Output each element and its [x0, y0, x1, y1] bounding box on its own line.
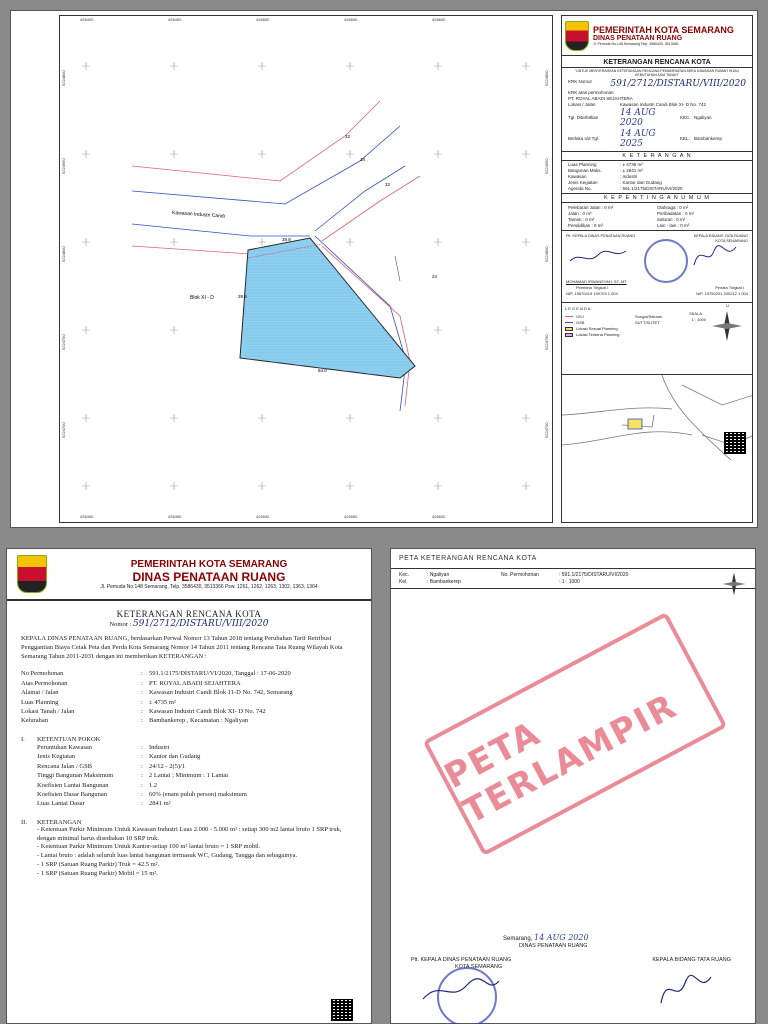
- field-row: Alamat / Jalan : Kawasan Industri Candi Blok 11-D No. 742, Semarang: [21, 689, 293, 697]
- panel-header: [562, 16, 752, 56]
- kepentingan-list: [562, 203, 752, 230]
- tgl-stamp: 14 AUG 2020: [620, 107, 656, 128]
- nomor-value: 591/2712/DISTARU/VIII/2020: [132, 619, 269, 629]
- legend-item: Lokasi Terkena Planning: [565, 332, 635, 337]
- sig-right-rank: Penata Tingkat I: [715, 285, 744, 290]
- dimension-label: 39.6: [238, 294, 247, 299]
- peta-nop-value: : 591.1/2175/DISTARU/VI/2020: [559, 572, 629, 578]
- dimension-label: 32: [385, 182, 391, 187]
- grid-cross: [258, 150, 266, 158]
- qr-code-icon: [724, 432, 746, 454]
- dimension-label: 94.0: [318, 368, 327, 373]
- lokasi-label: Lokasi / Jalan: [568, 101, 596, 107]
- north-arrow-icon: [710, 309, 744, 343]
- peta-sig-left: Plt. KEPALA DINAS PENATAAN RUANG: [411, 957, 512, 963]
- field-row: Koefisien Lantai Bangunan : 1.2: [37, 781, 158, 789]
- legend-swatch: [565, 316, 573, 317]
- coord-right: 9224800: [544, 70, 549, 86]
- legend-swatch: [565, 322, 573, 323]
- grid-cross: [170, 238, 178, 246]
- keterangan-item: - Lantai bruto : adalah seluruh luas lantai bangunan termasuk WC, Gudang, Tangga dan sebagainya.: [37, 852, 298, 860]
- grid-cross: [522, 150, 530, 158]
- grid-cross: [346, 150, 354, 158]
- coord-left: 9224800: [61, 246, 66, 262]
- atas-label: KRK atas permohonan: [568, 89, 614, 95]
- field-row: Lokasi Tanah / Jalan : Kawasan Industri Candi Blok XI- D No. 742: [21, 707, 266, 715]
- grid-cross: [346, 238, 354, 246]
- field-row: Luas Planning : ± 4735 m²: [21, 698, 176, 706]
- coord-left: 9224950: [61, 158, 66, 174]
- sec1-fields: [37, 743, 357, 809]
- keterangan-row: Jenis Kegiatan : Kantor dan Gudang: [568, 179, 662, 185]
- kepentingan-item: Lain - lain : 0 m²: [657, 223, 690, 228]
- city-date-label: Semarang,: [503, 936, 533, 942]
- grid-cross: [522, 414, 530, 422]
- coord-top: 426550: [344, 17, 358, 22]
- grid-cross: [434, 414, 442, 422]
- letter-fields: [21, 669, 357, 726]
- berlaku-stamp: 14 AUG 2025: [620, 128, 656, 149]
- kepentingan-item: Saluran : 0 m²: [657, 217, 686, 222]
- field-row: Atas Permohonan : PT. ROYAL ABADI SEJAHTERA: [21, 679, 241, 687]
- coord-bottom: 426500: [256, 514, 270, 519]
- coord-top: 426500: [256, 17, 270, 22]
- peta-meta: [391, 569, 755, 589]
- kepentingan-item: Pelebaran Jalan : 0 m²: [568, 205, 614, 210]
- grid-cross: [170, 62, 178, 70]
- grid-cross: [522, 238, 530, 246]
- grid-cross: [434, 482, 442, 490]
- legend-item: GSJ: [565, 314, 635, 319]
- sig-left-nip: NIP. 19670419 199703 1 003: [566, 291, 618, 296]
- kepentingan-heading: K E P E N T I N G A N U M U M: [562, 193, 752, 203]
- grid-cross: [434, 326, 442, 334]
- panel-title: KETERANGAN RENCANA KOTA: [562, 56, 752, 68]
- peta-kec-value: : Ngaliyan: [427, 572, 450, 578]
- legend-title: L E G E N D A :: [565, 306, 593, 311]
- coord-left: 9224700: [61, 422, 66, 438]
- sec2-num: II.: [21, 818, 27, 826]
- grid-cross: [346, 414, 354, 422]
- coord-right: 9224700: [544, 422, 549, 438]
- scale-label: SKALA: [689, 311, 702, 316]
- panel-dept: DINAS PENATAAN RUANG: [593, 35, 683, 42]
- sig-left-title: Plt. KEPALA DINAS PENATAAN RUANG: [566, 234, 636, 238]
- keterangan-list: [562, 161, 752, 191]
- sig-right-city: KOTA SEMARANG: [715, 239, 748, 243]
- kepentingan-item: Pendidikan : 0 m²: [568, 223, 604, 228]
- block-label: Blok XI - D: [190, 295, 214, 301]
- berlaku-label: Berlaku s/d Tgl.: [568, 136, 600, 141]
- kel-label: KEL.: [680, 136, 690, 141]
- official-seal-icon: [644, 239, 688, 283]
- letter-sheet: [6, 548, 372, 1024]
- north-label: U: [726, 303, 729, 308]
- letter-title: KETERANGAN RENCANA KOTA: [116, 609, 262, 619]
- keterangan-row: Luas Planning : ± 4735 m²: [568, 161, 643, 167]
- coord-bottom: 426450: [168, 514, 182, 519]
- letter-gov: PEMERINTAH KOTA SEMARANG: [130, 558, 288, 570]
- dimension-label: 32: [345, 134, 351, 139]
- info-panel: [561, 15, 753, 523]
- kepentingan-item: Taman : 0 m²: [568, 217, 595, 222]
- peta-scale: : 1 : 1000: [559, 579, 580, 585]
- letter-header: [7, 549, 371, 601]
- grid-cross: [82, 326, 90, 334]
- lokasi-value: Kawasan Industri Candi Blok XI- D No. 742: [620, 101, 707, 107]
- kepentingan-item: Peribadatan : 0 m²: [657, 211, 695, 216]
- letter-qr-icon: [331, 999, 353, 1021]
- grid-cross: [258, 414, 266, 422]
- peta-signatures: [391, 933, 755, 1023]
- kel-value: Bambankerep: [694, 136, 723, 141]
- grid-cross: [170, 326, 178, 334]
- peta-kel-value: : Bambankerep: [427, 579, 461, 585]
- krk-label: KRK Nomor: [568, 78, 593, 84]
- signature-block: [562, 230, 752, 302]
- site-map-frame: [59, 15, 553, 523]
- coord-top: 426450: [168, 17, 182, 22]
- company-name: PT. ROYAL ABADI SEJAHTERA: [568, 95, 633, 101]
- peta-sig-left-city: KOTA SEMARANG: [455, 964, 503, 970]
- map-sheet: [10, 10, 758, 528]
- grid-cross: [170, 414, 178, 422]
- signature-right-icon: [690, 241, 740, 269]
- coord-right: 9224800: [544, 246, 549, 262]
- sec1-title: KETENTUAN POKOK: [37, 735, 101, 743]
- grid-cross: [170, 150, 178, 158]
- city-date-stamp: 14 AUG 2020: [534, 933, 589, 942]
- grid-cross: [82, 62, 90, 70]
- legend-block: [562, 302, 752, 374]
- grid-cross: [522, 62, 530, 70]
- keterangan-item: - 1 SRP (Satuan Ruang Parkir) Truk = 42.5 m².: [37, 860, 160, 868]
- legend-swatch: [565, 327, 573, 331]
- grid-cross: [434, 62, 442, 70]
- sec2-title: KETERANGAN: [37, 818, 82, 826]
- peta-nop-label: No. Permohonan: [501, 572, 539, 578]
- field-row: Koefisien Dasar Bangunan : 60% (enam puluh person) maksimum: [37, 790, 247, 798]
- signature-left-icon: [568, 247, 628, 267]
- grid-cross: [258, 62, 266, 70]
- peta-sheet: [390, 548, 756, 1024]
- sig-right-title: KEPALA BIDANG TATA RUANG: [693, 234, 748, 238]
- peta-signature-right-icon: [655, 969, 715, 1009]
- coord-bottom: 426600: [432, 514, 446, 519]
- keterangan-item: - Ketentuan Parkir Minimum Untuk Kantor-setiap 100 m² lantai bruto = 1 SRP mobil.: [37, 843, 261, 851]
- letter-intro: KEPALA DINAS PENATAAN RUANG, berdasarkan Perwal Nomor 13 Tahun 2018 tentang Perubahan Tarif Retribusi Penggantian Biaya Cetak Peta dan Perda Kota Semarang Nomor 14 Tahun 2011 tentang Rencana Tata Ruang Wilayah Kota Semarang Tahun 2011-2031 dengan ini memberikan KETERANGAN :: [21, 635, 343, 660]
- field-row: Tinggi Bangunan Maksimum : 2 Lantai ; Minimum : 1 Lantai: [37, 772, 229, 780]
- letter-crest-icon: [17, 555, 47, 593]
- grid-cross: [258, 482, 266, 490]
- coord-top: 426400: [80, 17, 94, 22]
- grid-cross: [82, 238, 90, 246]
- field-row: Peruntukan Kawasan : Industri: [37, 743, 170, 751]
- grid-cross: [522, 482, 530, 490]
- peta-title: PETA KETERANGAN RENCANA KOTA: [391, 549, 755, 569]
- dimension-label: 24: [432, 274, 438, 279]
- keterangan-heading: K E T E R A N G A N: [562, 151, 752, 161]
- semarang-crest-icon: [565, 21, 589, 51]
- letter-dept: DINAS PENATAAN RUANG: [132, 569, 286, 584]
- coord-left: 9224750: [61, 334, 66, 350]
- coord-right: 9224750: [544, 334, 549, 350]
- field-row: No Permohonan : 591.1/2175/DISTARU/VI/2020, Tanggal : 17-06-2020: [21, 670, 291, 678]
- legend-swatch: [565, 333, 573, 337]
- sec2-items: [37, 826, 357, 879]
- peta-north-icon: [721, 571, 747, 597]
- location-minimap: [562, 374, 752, 460]
- sig-right-nip: NIP. 19750201 200212 1 004: [696, 291, 748, 296]
- peta-dept: DINAS PENATAAN RUANG: [519, 943, 588, 949]
- legend-item: GSB: [565, 320, 635, 325]
- sig-left-name: MOHAMAD IRWANSYAH, ST, MT: [566, 279, 627, 284]
- keterangan-row: Kawasan : Industri: [568, 173, 638, 179]
- grid-cross: [170, 482, 178, 490]
- coord-left: 9224800: [61, 70, 66, 86]
- grid-cross: [82, 482, 90, 490]
- site-map: [60, 16, 554, 524]
- letter-body: [7, 609, 371, 878]
- peta-sig-right: KEPALA BIDANG TATA RUANG: [652, 957, 731, 963]
- letter-address: Jl. Pemuda No.148 Semarang, Telp. 3586430, 3513366 Psw. 1261, 1262, 1263, 1302, 1363, 1364: [100, 583, 318, 590]
- coord-top: 426600: [432, 17, 446, 22]
- coord-right: 9224950: [544, 158, 549, 174]
- tgl-label: Tgl. Diterbitkan: [568, 115, 599, 120]
- legend-item: Sungai/Saluran: [635, 314, 663, 319]
- peta-signature-left-icon: [421, 973, 501, 1007]
- coord-bottom: 426550: [344, 514, 358, 519]
- peta-kel-label: Kel.: [399, 579, 408, 585]
- peta-terlampir-stamp: PETA TERLAMPIR: [423, 612, 728, 856]
- dimension-label: 39.8: [282, 237, 291, 242]
- sig-left-rank: Pembina Tingkat I: [576, 285, 609, 290]
- kepentingan-item: Olahraga : 0 m²: [657, 205, 689, 210]
- grid-cross: [346, 482, 354, 490]
- dimension-label: 34: [360, 157, 366, 162]
- field-row: Jenis Kegiatan : Kantor dan Gudang: [37, 753, 201, 761]
- coord-bottom: 426400: [80, 514, 94, 519]
- field-row: Kelurahan : Bambankerep , Kecamatan : Ngaliyan: [21, 717, 249, 725]
- grid-cross: [82, 150, 90, 158]
- keterangan-row: Bangunan Maks. : ± 2841 m²: [568, 167, 643, 173]
- grid-cross: [258, 238, 266, 246]
- panel-address: Jl. Pemuda No.148 Semarang Telp. 3586430, 3513366: [593, 42, 679, 46]
- legend-item: Lokasi Sesuai Planning: [565, 326, 635, 331]
- keterangan-item: - 1 SRP (Satuan Ruang Parkir) Mobil = 15 m².: [37, 869, 158, 877]
- kepentingan-item: Jalan : 0 m²: [568, 211, 592, 216]
- grid-cross: [434, 150, 442, 158]
- keterangan-item: - Ketentuan Parkir Minimum Untuk Kawasan Industri Luas 2.000 - 5.000 m² : setiap 300 m2 lantai bruto 1 SRP truk, dengan minimal harus disediakan 10 SRP truk.: [37, 825, 342, 842]
- legend-right-list: [635, 313, 662, 338]
- legend-item: SUTT/SUTET: [635, 320, 660, 325]
- legend-list: [565, 313, 635, 338]
- panel-note: "UNTUK MENYERAHKAN KETERANGAN RENCANA PEMANFAATAN AREA KAWASAN RUMAH HIJAU KEBUTUHAN ASIA TANAH": [574, 69, 740, 77]
- field-row: Rencana Jalan / GSB : 24/12 - 2(5)/1: [37, 762, 186, 770]
- krk-number: 591/2712/DISTARU/VIII/2020: [610, 78, 746, 89]
- grid-cross: [434, 238, 442, 246]
- kec-value: Ngaliyan: [694, 115, 712, 120]
- sec1-num: I.: [21, 735, 25, 743]
- scale-value: 1 : 1000: [691, 317, 706, 322]
- panel-gov: PEMERINTAH KOTA SEMARANG: [593, 25, 734, 35]
- road-label: Kawasan Industri Candi: [171, 210, 225, 220]
- grid-cross: [82, 414, 90, 422]
- kec-label: KEC.: [680, 115, 691, 120]
- field-row: Luas Lantai Dasar : 2841 m²: [37, 800, 171, 808]
- keterangan-row: Agenda No. : 591.1/2175/DISTARU/VI/2020: [568, 185, 683, 191]
- grid-cross: [522, 326, 530, 334]
- peta-kec-label: Kec.: [399, 572, 410, 578]
- nomor-label: Nomor :: [109, 621, 132, 628]
- grid-cross: [346, 62, 354, 70]
